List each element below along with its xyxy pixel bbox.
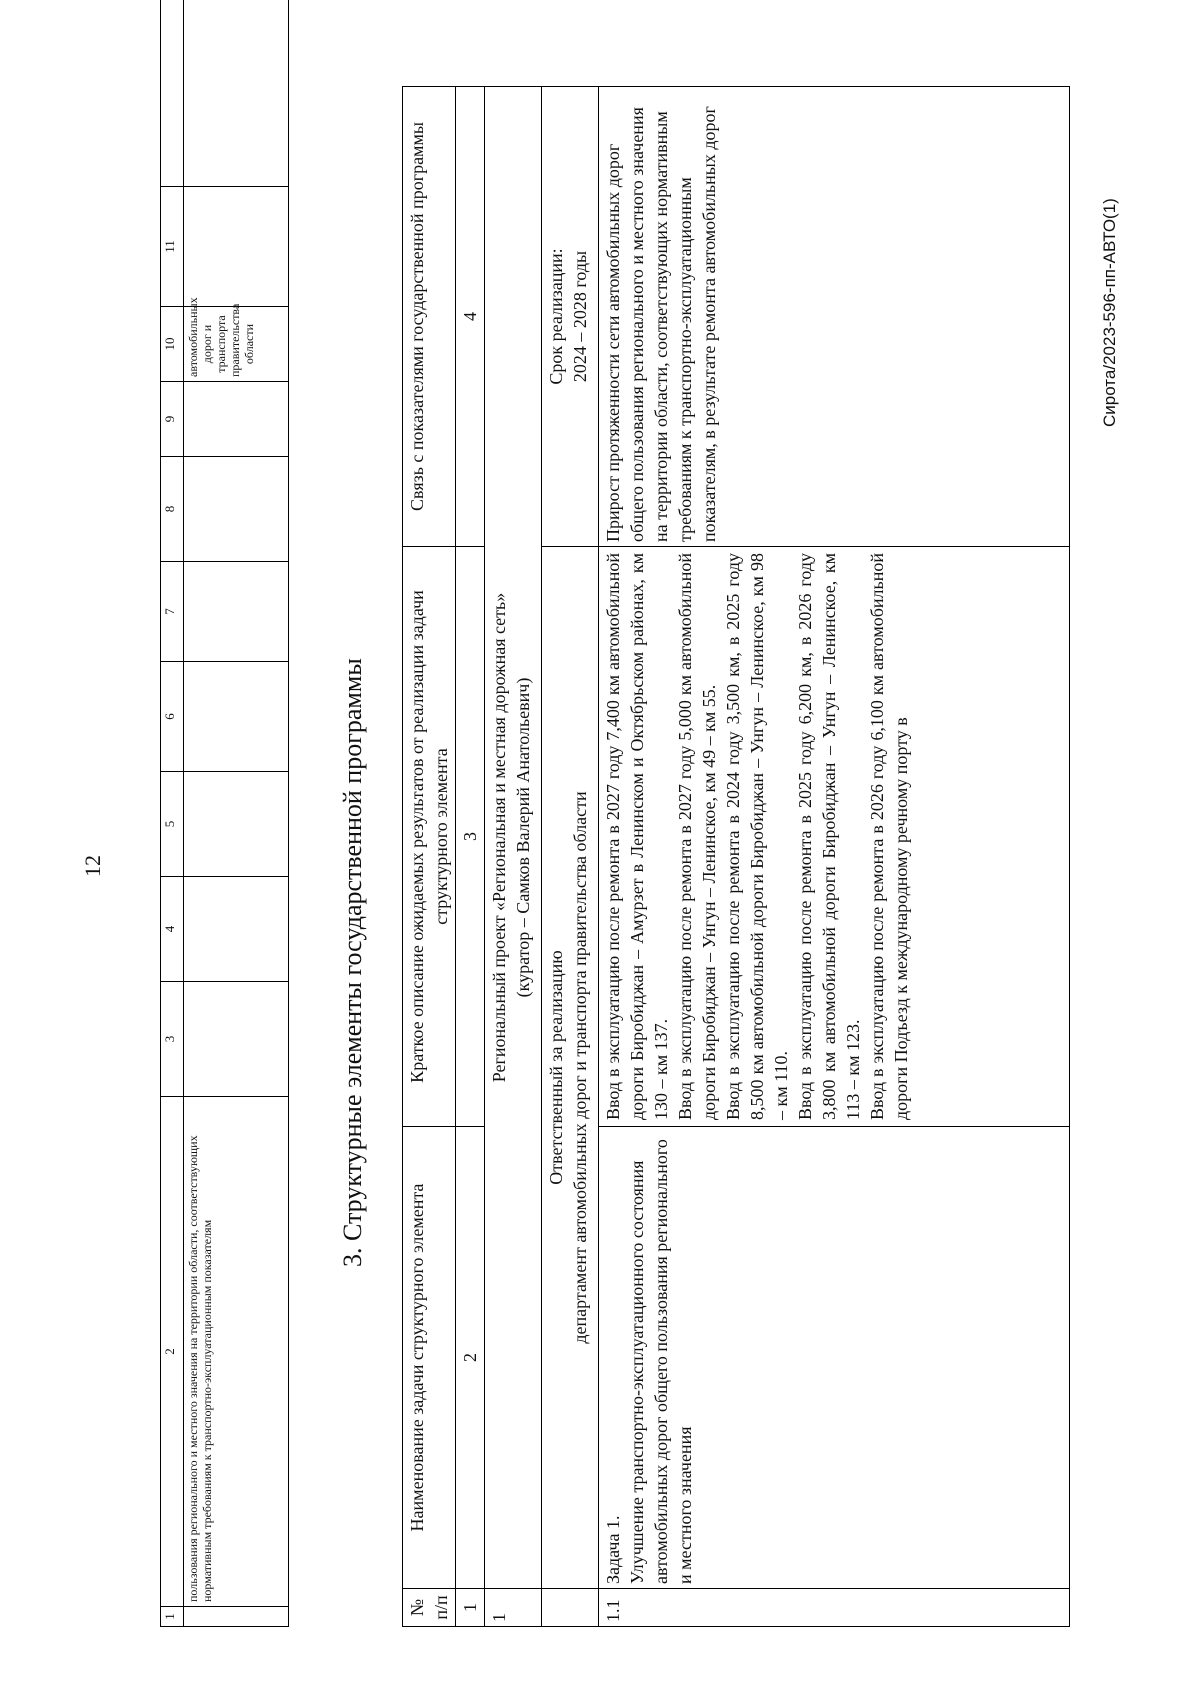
col-number: 1 [456, 1589, 485, 1627]
col-header-task-name: Наименование задачи структурного элемента [403, 1127, 456, 1589]
result-line: Ввод в эксплуатацию после ремонта в 2024 году 3,500 км, в 2025 году 8,500 км автомобильной дороги Биробиджан – Унгун – Ленинское, км 98 – км 110. [723, 553, 791, 1120]
col-header: 5 [161, 772, 184, 877]
col-number: 2 [456, 1127, 485, 1589]
col-header [161, 0, 184, 187]
result-line: Ввод в эксплуатацию после ремонта в 2026 году 6,100 км автомобильной дороги Подъезд к международному речному порту в [867, 553, 911, 1120]
task-label: Задача 1. [603, 1515, 623, 1584]
col-header: 11 [161, 187, 184, 307]
col-header: 3 [161, 982, 184, 1097]
table-cell [184, 662, 289, 772]
table-cell [184, 877, 289, 982]
term-value: 2024 – 2028 годы [570, 250, 590, 383]
task-name-cell [599, 1127, 1070, 1589]
project-number: 1 [485, 1589, 542, 1627]
results-cell [599, 547, 1070, 1127]
col-header: 1 [161, 1607, 184, 1627]
table-cell [184, 457, 289, 562]
continuation-table [160, 0, 289, 1627]
table-cell [184, 187, 289, 307]
page-number: 12 [80, 855, 105, 877]
table-cell [184, 982, 289, 1097]
table-cell [184, 1607, 289, 1627]
col-header-results: Краткое описание ожидаемых результатов от реализации задачи структурного элемента [403, 547, 456, 1127]
responsible-cell [542, 547, 599, 1589]
responsible-row [542, 87, 599, 1627]
task-row [599, 87, 1070, 1627]
table-cell: пользования регионального и местного значения на территории области, соответствующих нормативным требованиям к транспортно-эксплуатационным показателям [184, 1097, 289, 1607]
col-header: 7 [161, 562, 184, 662]
col-header: 10 [161, 307, 184, 382]
col-header: 2 [161, 1097, 184, 1607]
task-number: 1.1 [599, 1589, 1070, 1627]
table-cell [184, 0, 289, 187]
header-row [403, 87, 456, 1627]
link-cell: Прирост протяженности сети автомобильных дорог общего пользования регионального и местного значения на территории области, соответствующих нормативным требованиям к транспортно-эксплуатационным показателям, в результате ремонта автомобильных дорог [599, 87, 1070, 547]
result-line: Ввод в эксплуатацию после ремонта в 2027 году 7,400 км автомобильной дороги Биробиджан – Амурзет в Ленинском и Октябрьском районах, км 130 – км 137. [603, 553, 671, 1120]
col-number: 4 [456, 87, 485, 547]
result-line: Ввод в эксплуатацию после ремонта в 2025 году 6,200 км, в 2026 году 3,800 км автомобильной дороги Биробиджан – Унгун – Ленинское, км 113 – км 123. [795, 553, 863, 1120]
header-row [161, 0, 184, 1627]
table-cell [184, 382, 289, 457]
document-code: Сирота/2023-596-пп-АВТО(1) [1100, 198, 1119, 427]
term-cell [542, 87, 599, 547]
table-cell [184, 772, 289, 877]
term-label: Срок реализации: [546, 248, 566, 385]
table-cell [184, 562, 289, 662]
project-cell [485, 87, 542, 1589]
col-header: 6 [161, 662, 184, 772]
col-header-link: Связь с показателями государственной программы [403, 87, 456, 547]
project-curator: (куратор – Самков Валерий Анатольевич) [513, 677, 533, 998]
column-number-row [456, 87, 485, 1627]
project-row [485, 87, 542, 1627]
col-header-number: № п/п [403, 1589, 456, 1627]
table-row [184, 0, 289, 1627]
structural-elements-table [402, 86, 1070, 1627]
result-line: Ввод в эксплуатацию после ремонта в 2027 году 5,000 км автомобильной дороги Биробиджан – Унгун – Ленинское, км 49 – км 55. [675, 553, 719, 1120]
responsible-label: Ответственный за реализацию [546, 950, 566, 1185]
task-name: Улучшение транспортно-эксплуатационного состояния автомобильных дорог общего пользования регионального и местного значения [627, 1139, 695, 1584]
section-title: 3. Структурные элементы государственной программы [338, 658, 367, 1267]
col-number: 3 [456, 547, 485, 1127]
table-cell: автомобильных дорог и транспорта правительства области [184, 307, 289, 382]
col-header: 8 [161, 457, 184, 562]
project-title: Региональный проект «Региональная и местная дорожная сеть» [489, 592, 509, 1083]
col-header: 4 [161, 877, 184, 982]
responsible-value: департамент автомобильных дорог и транспорта правительства области [570, 791, 590, 1344]
col-header: 9 [161, 382, 184, 457]
